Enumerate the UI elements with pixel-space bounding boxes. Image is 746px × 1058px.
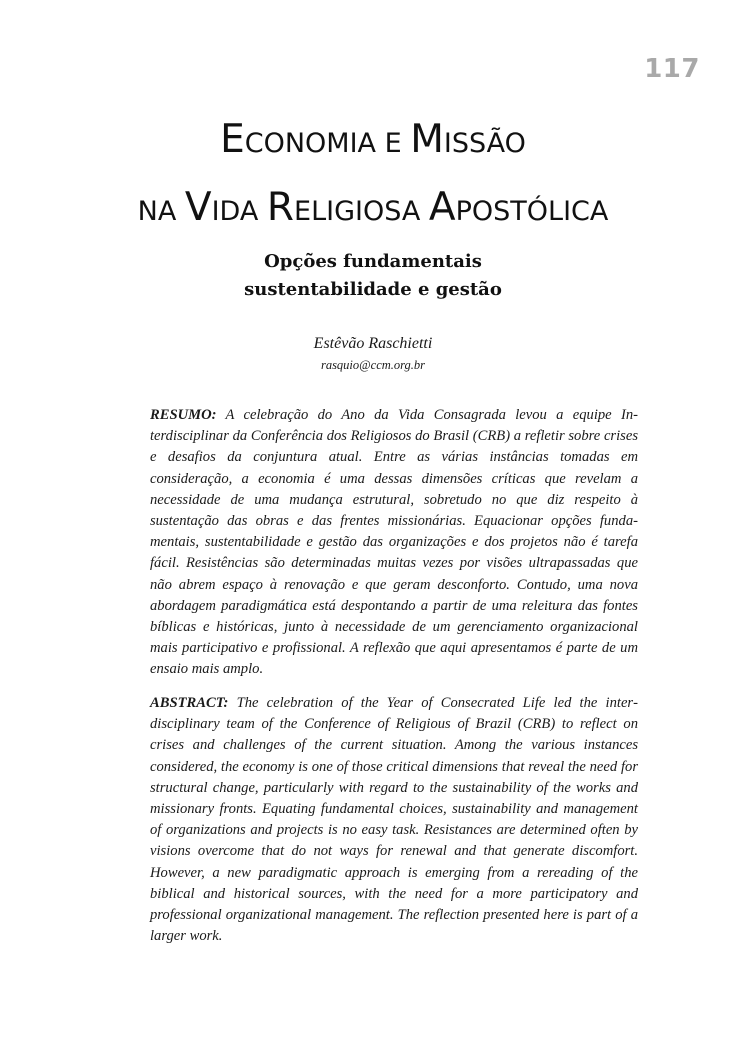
page-number: 117 bbox=[644, 54, 700, 84]
subtitle-line-2: sustentabilidade e gestão bbox=[244, 279, 502, 300]
title-word-cap: V bbox=[184, 185, 212, 230]
article-subtitle bbox=[0, 248, 746, 304]
title-word-rest: ELIGIOSA bbox=[294, 196, 429, 227]
resumo-label: RESUMO: bbox=[150, 407, 217, 423]
title-word-cap: E bbox=[220, 117, 245, 162]
title-word-rest: CONOMIA E bbox=[244, 128, 411, 159]
title-word-cap: M bbox=[410, 117, 444, 162]
resumo-text: A celebração do Ano da Vida Consagrada levou a equipe Interdisciplinar da Conferência dos Religiosos do Brasil (CRB) a refletir sobre crises e desafios da conjuntura atual. Entre as várias instâncias tomadas em consideração, a economia é uma dessas dimensões críticas que revelam a necessidade de uma mudança estrutural, sobretudo no que diz respeito à sustentação das obras e das frentes missionárias. Equacionar opções fundamentais, sustentabilidade e gestão das organizações e dos projetos não é tarefa fácil. Resistências são determinadas muitas vezes por visões ultrapassadas que não abrem espaço à renovação e que geram desconforto. Contudo, uma nova abordagem paradigmática está despontando a partir de uma releitura das fontes bíblicas e históricas, junto à necessidade de um gerenciamento organizacional mais participativo e profissional. A reflexão que aqui apresentamos é parte de um ensaio mais amplo. bbox=[150, 407, 638, 678]
abstract-text: The celebration of the Year of Consecrated Life led the interdisciplinary team of the Conference of Religious of Brazil (CRB) to reflect on crises and challenges of the current situation. Among the various instances considered, the economy is one of those critical dimensions that reveal the need for structural change, particularly with regard to the sustainability of the works and missionary fronts. Equating fundamental choices, sustainability and management of organizations and projects is no easy task. Resistances are determined often by visions overcome that do not ways for renewal and that generate discomfort. However, a new paradigmatic approach is emerging from a rereading of the biblical and historical sources, with the need for a more participatory and professional organizational management. The reflection presented here is part of a larger work. bbox=[150, 695, 638, 945]
title-word-rest: ISSÃO bbox=[443, 128, 526, 159]
author-email: rasquio@ccm.org.br bbox=[320, 358, 426, 372]
title-word-rest: NA bbox=[137, 196, 185, 227]
title-word-rest: IDA bbox=[211, 196, 267, 227]
article-title bbox=[0, 108, 746, 244]
title-line-1 bbox=[0, 108, 746, 176]
author-name: Estêvão Raschietti bbox=[313, 335, 433, 352]
abstract-paragraph bbox=[150, 693, 638, 947]
title-word-rest: POSTÓLICA bbox=[455, 196, 609, 227]
abstract-label: ABSTRACT: bbox=[150, 695, 229, 711]
resumo-paragraph bbox=[150, 405, 638, 681]
title-word-cap: R bbox=[266, 185, 295, 230]
title-line-2 bbox=[0, 176, 746, 244]
subtitle-line-1: Opções fundamentais bbox=[264, 251, 482, 272]
title-word-cap: A bbox=[428, 185, 456, 230]
